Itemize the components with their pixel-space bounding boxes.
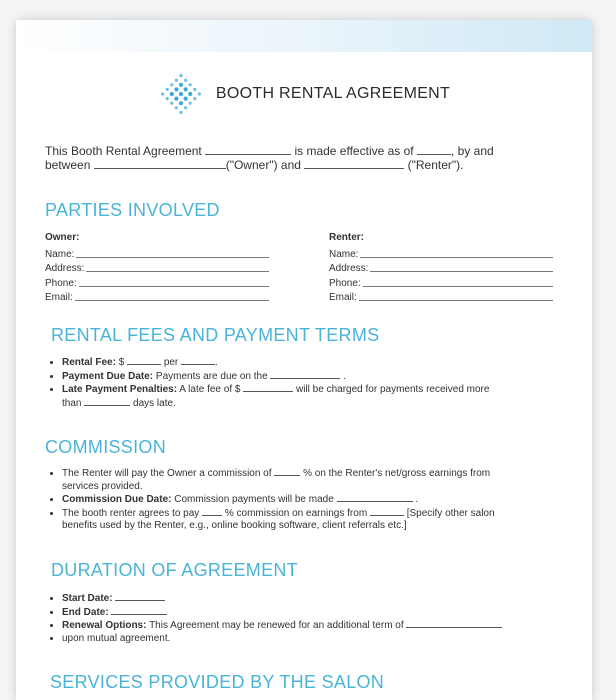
parties-heading: PARTIES INVOLVED — [45, 200, 220, 220]
late-days-blank[interactable] — [84, 397, 130, 406]
list-item: • Renewal Options: This Agreement may be renewed for an additional term of — [62, 619, 574, 633]
list-item: • Rental Fee: $ per . — [62, 356, 572, 370]
duration-heading: DURATION OF AGREEMENT — [51, 560, 298, 580]
diamond-dots-logo-icon — [158, 74, 204, 114]
fees-list — [48, 356, 572, 410]
intro-text-4: between — [45, 158, 91, 172]
rental-period-blank[interactable] — [181, 356, 215, 365]
rental-fee-blank[interactable] — [127, 356, 161, 365]
owner-email-field[interactable]: Email: — [45, 289, 269, 304]
top-gradient-band — [16, 20, 592, 52]
earnings-source-blank[interactable] — [370, 507, 404, 516]
end-date-blank[interactable] — [111, 606, 167, 615]
list-item: • upon mutual agreement. — [62, 633, 574, 646]
document-title: BOOTH RENTAL AGREEMENT — [215, 85, 451, 102]
owner-name-blank[interactable] — [94, 158, 226, 169]
document-page — [16, 20, 592, 700]
owner-block — [45, 231, 269, 303]
due-date-blank[interactable] — [270, 370, 340, 379]
commission-due-blank[interactable] — [337, 493, 413, 502]
list-item: • End Date: — [62, 606, 574, 620]
list-item: • The booth renter agrees to pay % commission on earnings from [Specify other salon benefits used by the Renter, e.g., online booking software, client referrals etc.] — [62, 507, 574, 533]
services-heading: SERVICES PROVIDED BY THE SALON — [50, 672, 385, 692]
list-item: • Commission Due Date: Commission payments will be made . — [62, 493, 574, 507]
list-item: • The Renter will pay the Owner a commission of % on the Renter's net/gross earnings from services provided. — [62, 467, 574, 493]
fees-heading: RENTAL FEES AND PAYMENT TERMS — [51, 325, 380, 345]
commission-list — [48, 467, 574, 533]
agreement-name-blank[interactable] — [205, 144, 291, 155]
intro-text-3: , by and — [450, 144, 494, 158]
intro-text-5: ("Owner") and — [225, 158, 301, 172]
renter-header: Renter: — [329, 232, 365, 243]
intro-text-6: ("Renter"). — [407, 158, 464, 172]
duration-list — [48, 592, 574, 645]
renter-name-blank[interactable] — [304, 158, 404, 169]
effective-date-blank[interactable] — [417, 144, 451, 155]
document-header — [16, 74, 592, 114]
owner-name-field[interactable]: Name: — [45, 245, 269, 260]
intro-text-2: is made effective as of — [294, 144, 414, 158]
owner-address-field[interactable]: Address: — [45, 260, 269, 275]
list-item: • Start Date: — [62, 592, 574, 606]
start-date-blank[interactable] — [115, 592, 165, 601]
list-item: • Payment Due Date: Payments are due on the . — [62, 370, 572, 384]
renter-block — [329, 231, 553, 303]
commission-percent-blank[interactable] — [274, 467, 300, 476]
booth-percent-blank[interactable] — [202, 507, 222, 516]
renter-phone-field[interactable]: Phone: — [329, 274, 553, 289]
owner-phone-field[interactable]: Phone: — [45, 274, 269, 289]
renter-email-field[interactable]: Email: — [329, 289, 553, 304]
list-item: • Late Payment Penalties: A late fee of $ will be charged for payments received more than days late. — [62, 383, 572, 410]
renewal-term-blank[interactable] — [406, 619, 502, 628]
owner-header: Owner: — [45, 232, 80, 243]
renter-name-field[interactable]: Name: — [329, 245, 553, 260]
renter-address-field[interactable]: Address: — [329, 260, 553, 275]
intro-paragraph — [45, 144, 565, 172]
commission-heading: COMMISSION — [45, 437, 167, 457]
intro-text-1: This Booth Rental Agreement — [45, 144, 202, 158]
late-fee-blank[interactable] — [243, 383, 293, 392]
